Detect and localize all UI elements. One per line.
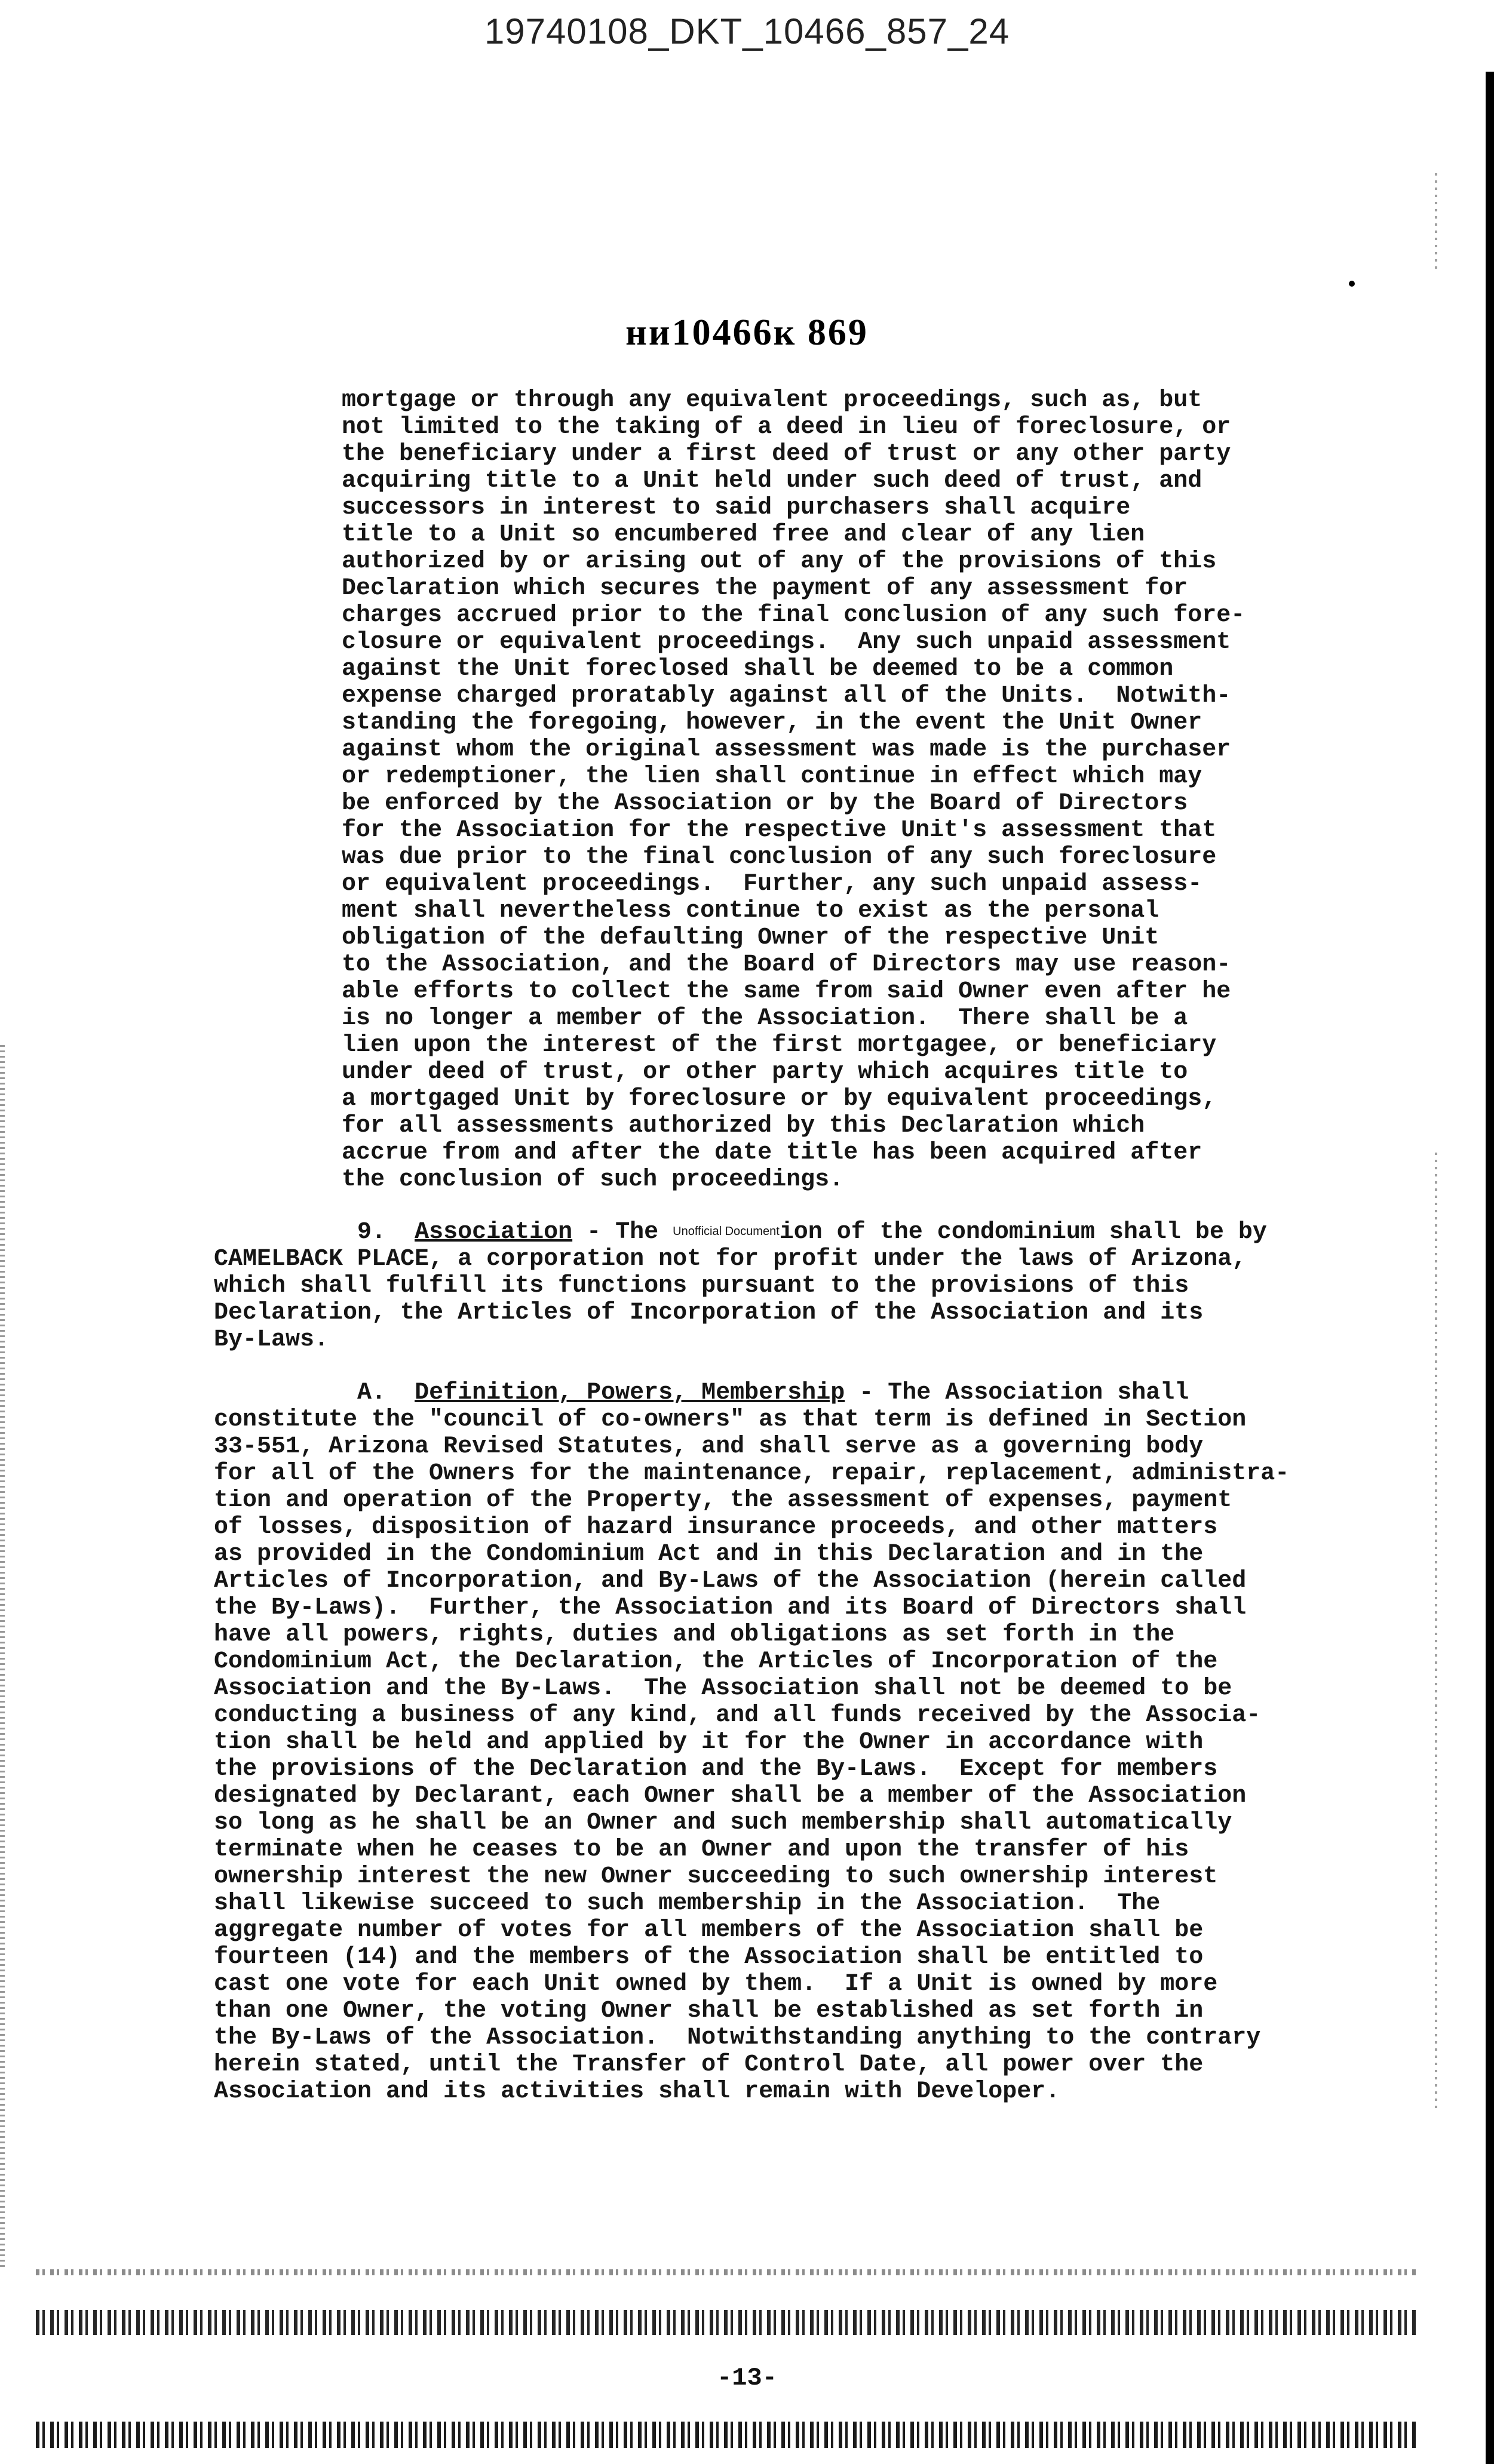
text-line: as provided in the Condominium Act and in this Declaration and in the xyxy=(214,1541,1204,1568)
paragraph-main xyxy=(342,387,1245,1193)
text-line: fourteen (14) and the members of the Association shall be entitled to xyxy=(214,1944,1204,1971)
text-line: successors in interest to said purchasers shall acquire xyxy=(342,494,1131,521)
text-line: By-Laws. xyxy=(214,1326,329,1354)
text-line: able efforts to collect the same from said Owner even after he xyxy=(342,978,1231,1005)
text-line: charges accrued prior to the final conclusion of any such fore- xyxy=(342,602,1245,629)
text-line: standing the foregoing, however, in the event the Unit Owner xyxy=(342,709,1202,736)
text-line: expense charged proratably against all of the Units. Notwith- xyxy=(342,683,1231,709)
text-line: cast one vote for each Unit owned by them. If a Unit is owned by more xyxy=(214,1971,1218,1998)
text-line: the By-Laws of the Association. Notwithstanding anything to the contrary xyxy=(214,2024,1261,2051)
text-line: a mortgaged Unit by foreclosure or by equivalent proceedings, xyxy=(342,1086,1217,1113)
text-line: acquiring title to a Unit held under such deed of trust, and xyxy=(342,468,1202,494)
text-line: than one Owner, the voting Owner shall be established as set forth in xyxy=(214,1998,1204,2024)
section-9-association xyxy=(214,1218,1267,1353)
text-line: terminate when he ceases to be an Owner and upon the transfer of his xyxy=(214,1836,1189,1863)
scan-noise-band-2 xyxy=(36,2310,1416,2335)
text-line: lien upon the interest of the first mortgagee, or beneficiary xyxy=(342,1032,1217,1059)
text-line: for the Association for the respective Unit's assessment that xyxy=(342,817,1217,844)
text-line: not limited to the taking of a deed in lieu of foreclosure, or xyxy=(342,414,1231,441)
text-line: herein stated, until the Transfer of Control Date, all power over the xyxy=(214,2051,1204,2078)
text-line: shall likewise succeed to such membership in the Association. The xyxy=(214,1890,1161,1917)
text-line: tion shall be held and applied by it for the Owner in accordance with xyxy=(214,1729,1204,1756)
text-line: the conclusion of such proceedings. xyxy=(342,1166,844,1193)
section-a-first-line xyxy=(214,1380,1289,1406)
text-line: ownership interest the new Owner succeeding to such ownership interest xyxy=(214,1863,1218,1890)
text-fragment: - The xyxy=(572,1219,673,1246)
text-line: aggregate number of votes for all members of the Association shall be xyxy=(214,1917,1204,1944)
text-line: accrue from and after the date title has been acquired after xyxy=(342,1139,1202,1166)
scan-noise-right xyxy=(1435,1153,1437,2108)
text-line: obligation of the defaulting Owner of the respective Unit xyxy=(342,924,1159,951)
text-line: Association and the By-Laws. The Association shall not be deemed to be xyxy=(214,1675,1232,1702)
text-line: title to a Unit so encumbered free and clear of any lien xyxy=(342,521,1145,548)
text-line: for all assessments authorized by this Declaration which xyxy=(342,1113,1145,1139)
text-line: was due prior to the final conclusion of any such foreclosure xyxy=(342,844,1217,871)
subsection-letter: A. xyxy=(357,1380,386,1406)
text-line: tion and operation of the Property, the assessment of expenses, payment xyxy=(214,1487,1232,1514)
text-line: have all powers, rights, duties and obligations as set forth in the xyxy=(214,1621,1175,1648)
watermark-unofficial-document: Unofficial Document xyxy=(673,1225,780,1238)
scan-noise-left xyxy=(0,1045,5,2269)
text-line: Declaration which secures the payment of any assessment for xyxy=(342,575,1188,602)
text-line: is no longer a member of the Association. There shall be a xyxy=(342,1005,1188,1032)
text-line: of losses, disposition of hazard insurance proceeds, and other matters xyxy=(214,1514,1218,1541)
book-page-reference: ни10466к 869 xyxy=(625,312,869,353)
text-line: 33-551, Arizona Revised Statutes, and shall serve as a governing body xyxy=(214,1433,1204,1460)
text-line: to the Association, and the Board of Directors may use reason- xyxy=(342,951,1231,978)
document-id: 19740108_DKT_10466_857_24 xyxy=(484,11,1010,51)
text-line: be enforced by the Association or by the Board of Directors xyxy=(342,790,1188,817)
text-line: Articles of Incorporation, and By-Laws of the Association (herein called xyxy=(214,1568,1247,1594)
text-line: Condominium Act, the Declaration, the Articles of Incorporation of the xyxy=(214,1648,1218,1675)
text-line: the provisions of the Declaration and the By-Laws. Except for members xyxy=(214,1756,1218,1783)
scan-noise-right-top xyxy=(1435,173,1437,269)
scan-edge-bar xyxy=(1486,72,1494,2464)
text-line: which shall fulfill its functions pursuant to the provisions of this xyxy=(214,1273,1189,1300)
text-line: mortgage or through any equivalent proceedings, such as, but xyxy=(342,387,1202,414)
text-line: Declaration, the Articles of Incorporation of the Association and its xyxy=(214,1299,1204,1327)
text-line: against the Unit foreclosed shall be deemed to be a common xyxy=(342,656,1174,683)
section-heading: Association xyxy=(415,1219,573,1246)
text-fragment: ion of the condominium shall be by xyxy=(779,1219,1267,1246)
text-line: CAMELBACK PLACE, a corporation not for profit under the laws of Arizona, xyxy=(214,1246,1247,1273)
section-number: 9. xyxy=(357,1219,386,1246)
section-a-definition xyxy=(214,1380,1289,2105)
text-line: or redemptioner, the lien shall continue in effect which may xyxy=(342,763,1202,790)
subsection-heading: Definition, Powers, Membership xyxy=(415,1380,845,1406)
text-line: designated by Declarant, each Owner shall be a member of the Association xyxy=(214,1783,1247,1809)
text-line: authorized by or arising out of any of the provisions of this xyxy=(342,548,1217,575)
text-line: under deed of trust, or other party which acquires title to xyxy=(342,1059,1188,1086)
text-line: or equivalent proceedings. Further, any such unpaid assess- xyxy=(342,871,1202,898)
section-9-first-line xyxy=(214,1218,1267,1246)
text-line: closure or equivalent proceedings. Any such unpaid assessment xyxy=(342,629,1231,656)
text-line: so long as he shall be an Owner and such membership shall automatically xyxy=(214,1809,1232,1836)
text-line: Association and its activities shall remain with Developer. xyxy=(214,2078,1060,2105)
text-line: for all of the Owners for the maintenance, repair, replacement, administra- xyxy=(214,1460,1290,1487)
text-line: the beneficiary under a first deed of trust or any other party xyxy=(342,441,1231,468)
text-line: against whom the original assessment was made is the purchaser xyxy=(342,736,1231,763)
scan-noise-band-1 xyxy=(36,2269,1416,2275)
scan-noise-band-3 xyxy=(36,2422,1416,2448)
text-line: ment shall nevertheless continue to exist as the personal xyxy=(342,898,1159,924)
text-fragment: - The Association shall xyxy=(845,1380,1189,1406)
page-number: -13- xyxy=(717,2364,777,2392)
text-line: conducting a business of any kind, and all funds received by the Associa- xyxy=(214,1702,1261,1729)
text-line: the By-Laws). Further, the Association and its Board of Directors shall xyxy=(214,1594,1247,1621)
text-line: constitute the "council of co-owners" as that term is defined in Section xyxy=(214,1406,1247,1433)
speck-mark xyxy=(1349,281,1355,287)
